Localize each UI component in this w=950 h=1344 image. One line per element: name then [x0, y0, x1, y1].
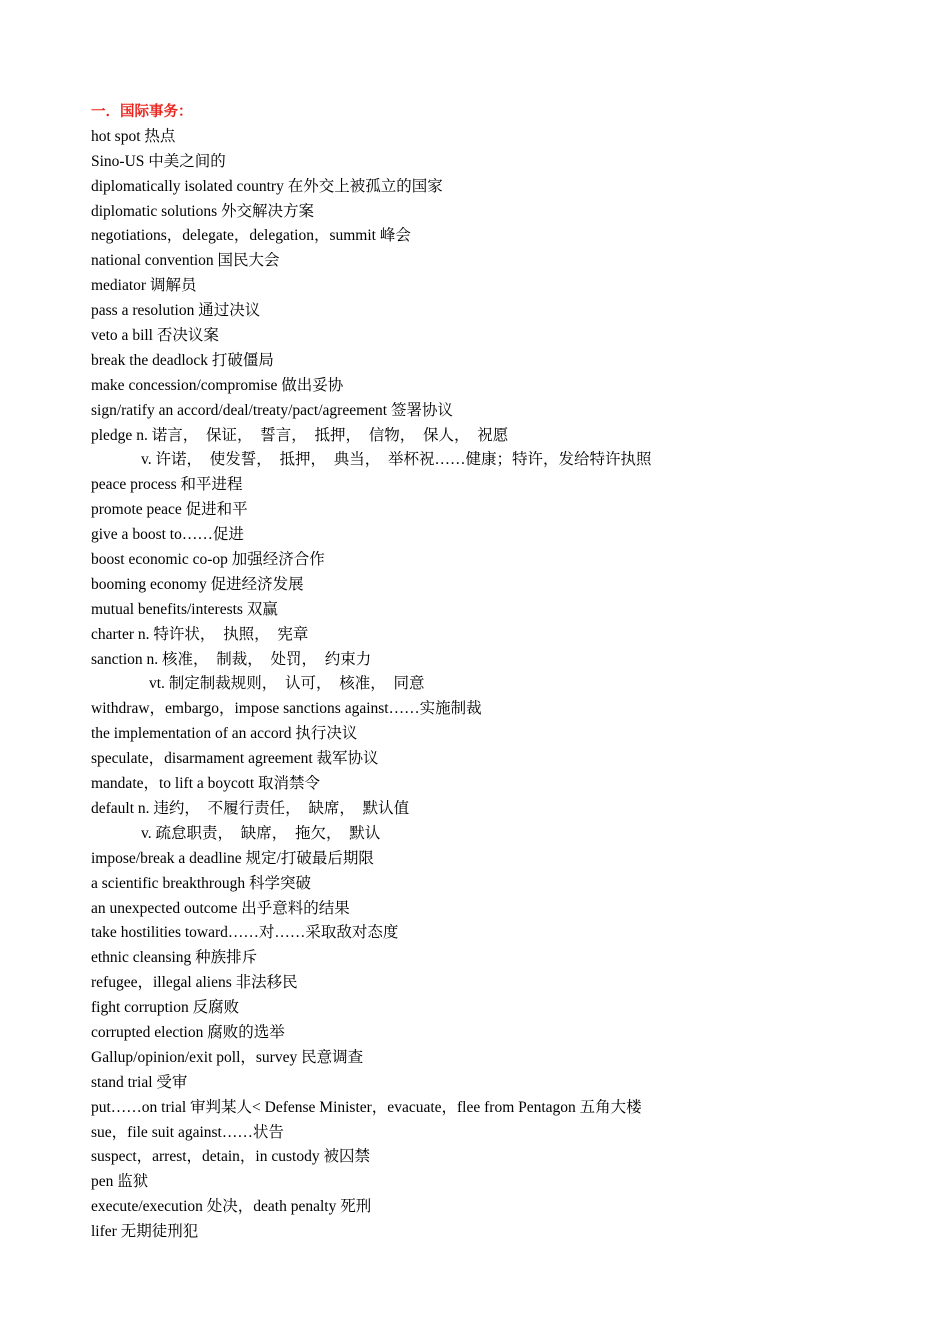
section-heading: 一．国际事务：	[91, 104, 193, 120]
vocab-line: suspect，arrest，detain，in custody 被囚禁	[91, 1148, 370, 1166]
vocab-line: fight corruption 反腐败	[91, 999, 240, 1017]
vocab-line: pen 监狱	[91, 1173, 149, 1191]
vocab-line: sanction n. 核准， 制裁， 处罚， 约束力	[91, 650, 372, 668]
vocab-line: impose/break a deadline 规定/打破最后期限	[91, 849, 374, 867]
vocab-line: default n. 违约， 不履行责任， 缺席， 默认值	[91, 799, 410, 817]
vocab-line: promote peace 促进和平	[91, 501, 248, 519]
vocab-line: sign/ratify an accord/deal/treaty/pact/agreement 签署协议	[91, 401, 453, 419]
vocab-line: negotiations，delegate，delegation，summit 峰会	[91, 227, 411, 245]
vocab-line: an unexpected outcome 出乎意料的结果	[91, 899, 350, 917]
vocab-line: mandate，to lift a boycott 取消禁令	[91, 775, 321, 793]
vocab-line: diplomatically isolated country 在外交上被孤立的国家	[91, 177, 443, 195]
vocab-line: mediator 调解员	[91, 277, 197, 295]
vocab-line: withdraw，embargo，impose sanctions against……实施制裁	[91, 700, 482, 718]
vocab-line: hot spot 热点	[91, 127, 176, 145]
vocab-line: speculate，disarmament agreement 裁军协议	[91, 750, 379, 768]
vocab-line: sue，file suit against……状告	[91, 1123, 284, 1141]
vocab-line: mutual benefits/interests 双赢	[91, 600, 278, 618]
vocab-line: stand trial 受审	[91, 1073, 188, 1091]
vocab-line: the implementation of an accord 执行决议	[91, 725, 358, 743]
vocab-line: make concession/compromise 做出妥协	[91, 376, 344, 394]
vocab-line: refugee，illegal aliens 非法移民	[91, 974, 298, 992]
vocab-line: Gallup/opinion/exit poll，survey 民意调查	[91, 1048, 364, 1066]
vocab-line: Sino-US 中美之间的	[91, 152, 226, 170]
vocab-line: boost economic co-op 加强经济合作	[91, 551, 325, 569]
vocab-line: veto a bill 否决议案	[91, 327, 219, 345]
vocab-line: put……on trial 审判某人< Defense Minister，evacuate，flee from Pentagon 五角大楼	[91, 1098, 642, 1116]
vocab-line-indented: v. 疏怠职责， 缺席， 拖欠， 默认	[141, 824, 381, 842]
vocab-line: take hostilities toward……对……采取敌对态度	[91, 924, 399, 942]
vocab-line: national convention 国民大会	[91, 252, 280, 270]
vocab-line: break the deadlock 打破僵局	[91, 351, 274, 369]
vocab-line: peace process 和平进程	[91, 476, 243, 494]
vocab-line: give a boost to……促进	[91, 526, 244, 544]
vocab-line: lifer 无期徒刑犯	[91, 1223, 199, 1241]
vocab-line: a scientific breakthrough 科学突破	[91, 874, 311, 892]
vocab-line: execute/execution 处决，death penalty 死刑	[91, 1198, 372, 1216]
vocab-line: charter n. 特许状， 执照， 宪章	[91, 625, 309, 643]
vocab-line: corrupted election 腐败的选举	[91, 1023, 285, 1041]
vocab-line: pledge n. 诺言， 保证， 誓言， 抵押， 信物， 保人， 祝愿	[91, 426, 509, 444]
vocab-line: diplomatic solutions 外交解决方案	[91, 202, 315, 220]
vocab-line: ethnic cleansing 种族排斥	[91, 949, 258, 967]
vocab-line-indented: vt. 制定制裁规则， 认可， 核准， 同意	[149, 675, 425, 693]
vocab-line: booming economy 促进经济发展	[91, 575, 304, 593]
vocab-line: pass a resolution 通过决议	[91, 302, 261, 320]
vocab-line-indented: v. 许诺， 使发誓， 抵押， 典当， 举杯祝……健康；特许，发给特许执照	[141, 451, 652, 469]
document-page	[91, 100, 911, 1245]
